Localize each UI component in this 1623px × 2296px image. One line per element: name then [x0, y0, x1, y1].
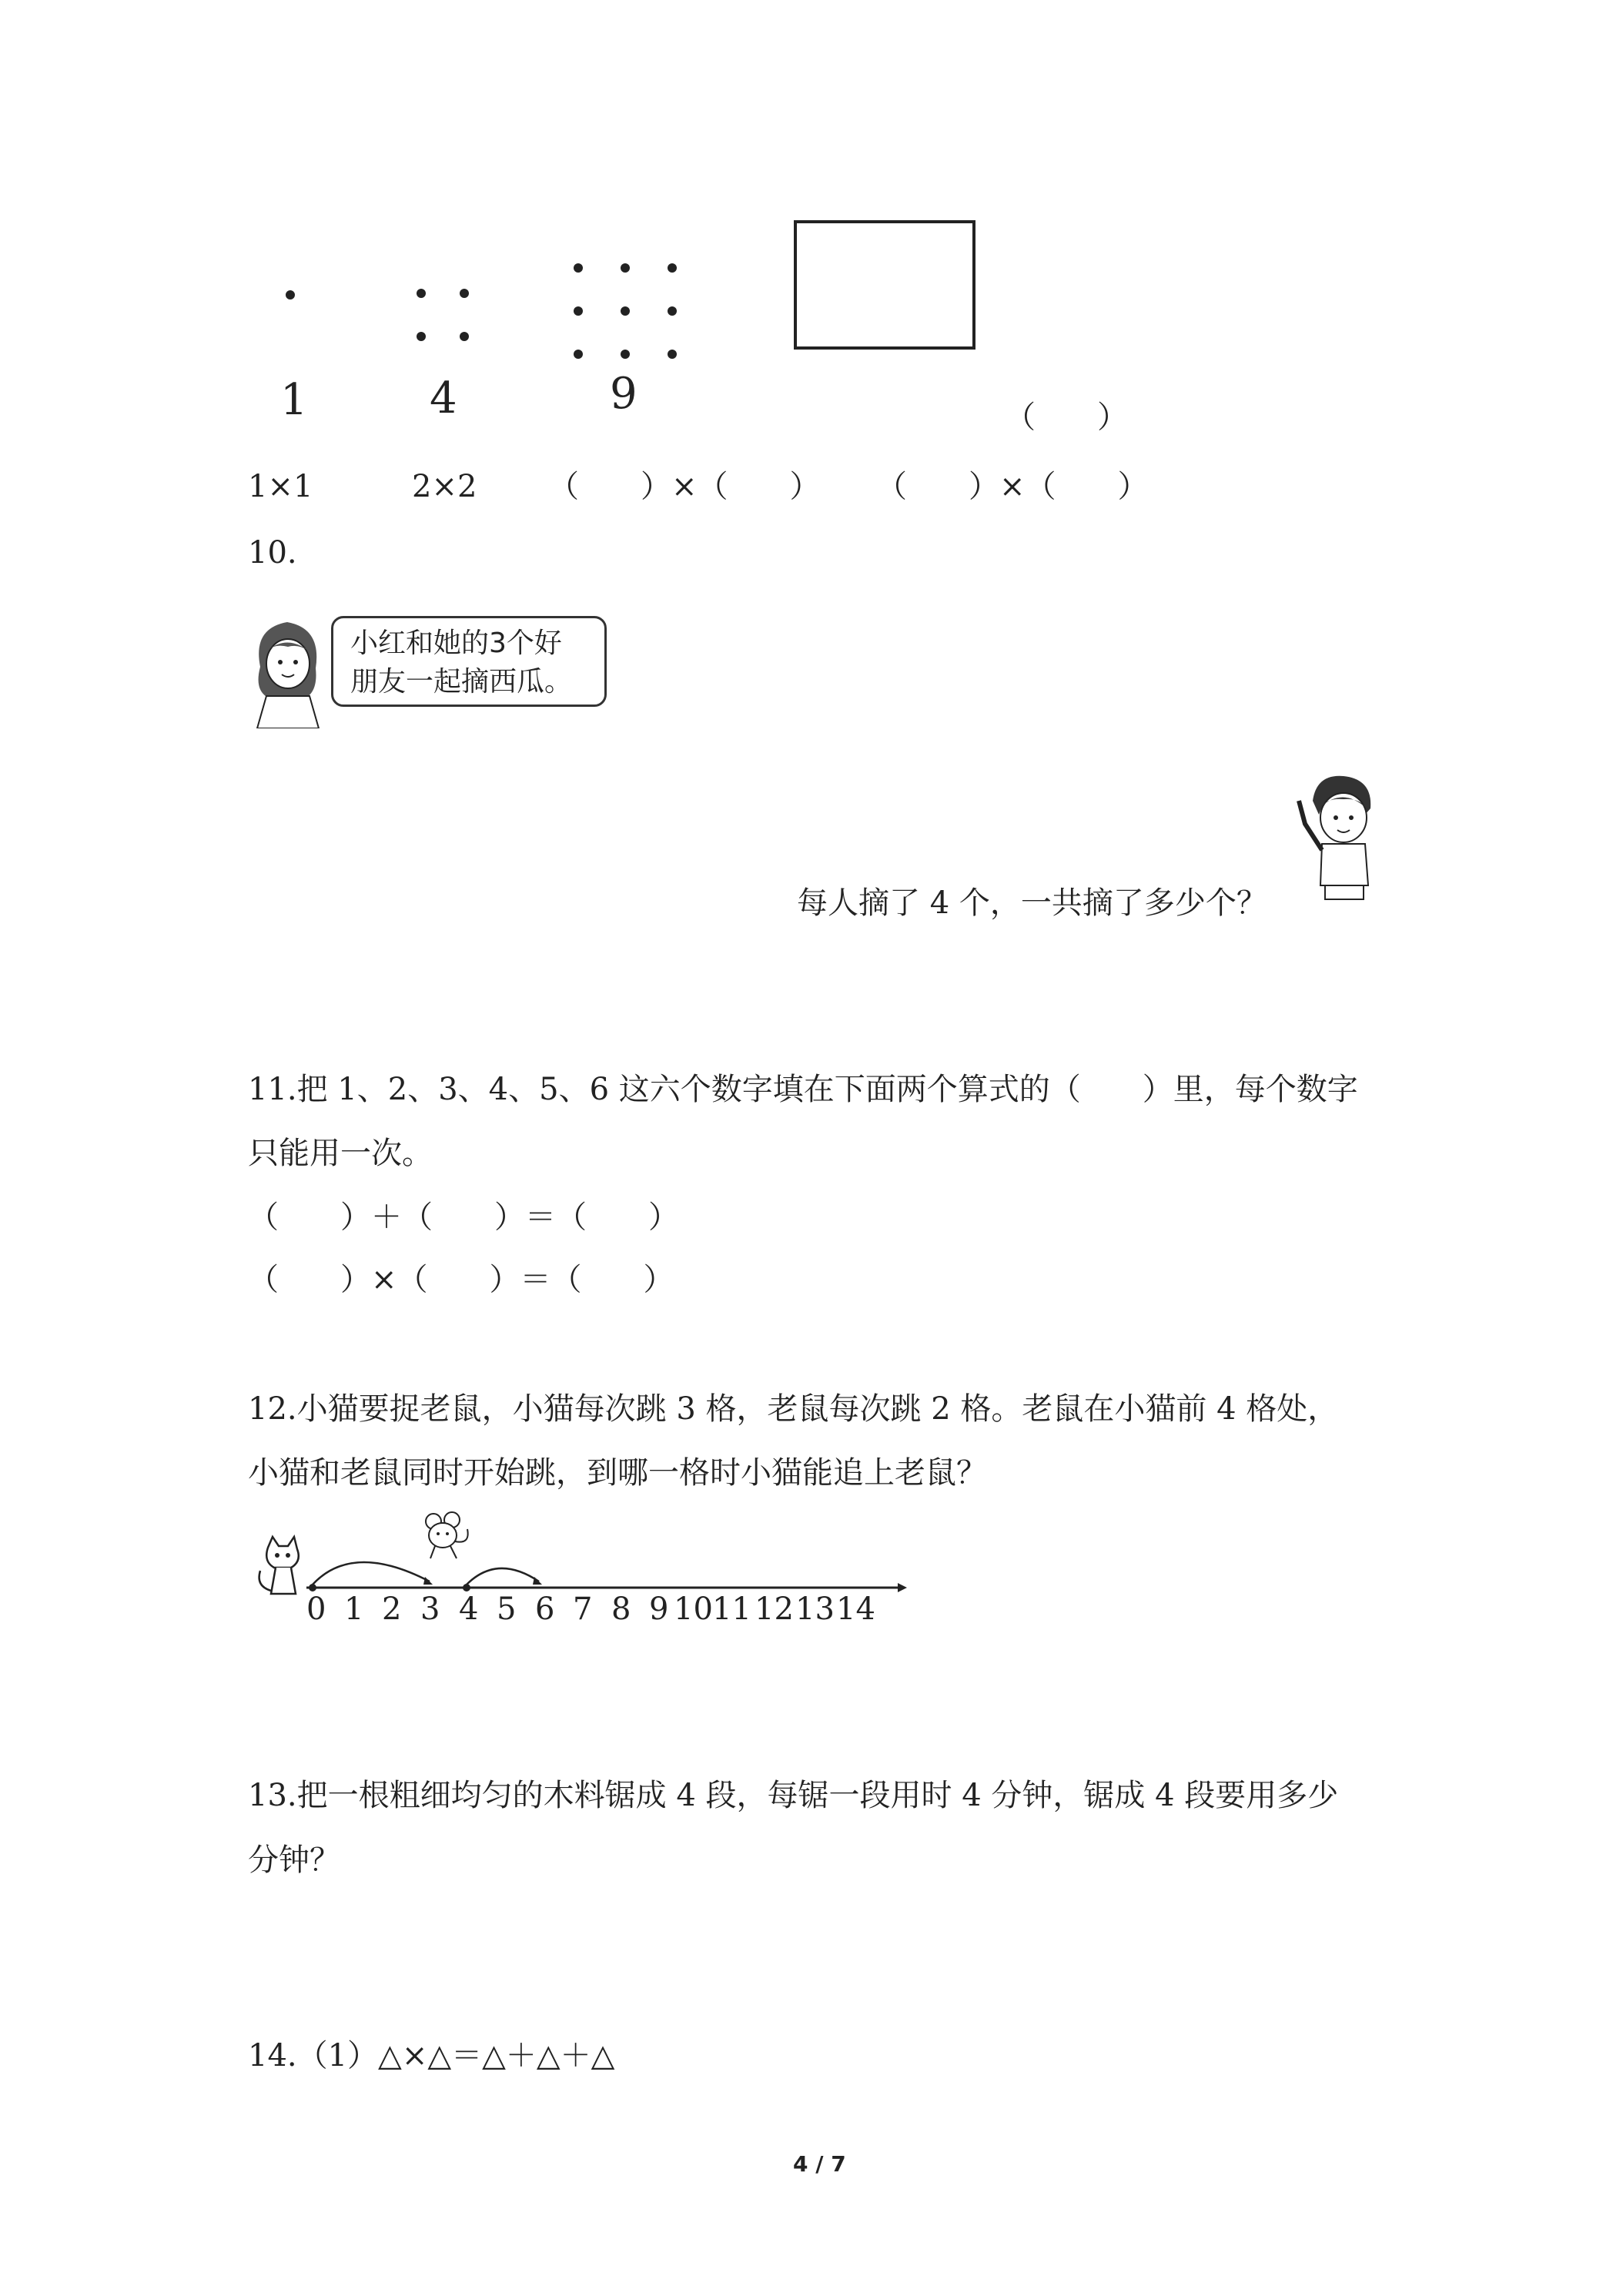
dot — [286, 290, 295, 300]
dot — [621, 306, 630, 316]
q11-line2: 只能用一次。 — [248, 1136, 433, 1171]
dot — [417, 289, 426, 298]
q10-number: 10. — [248, 535, 297, 571]
q12-line2: 小猫和老鼠同时开始跳，到哪一格时小猫能追上老鼠？ — [248, 1455, 987, 1491]
tick-label: 12 — [755, 1591, 794, 1627]
dot — [668, 350, 677, 359]
label-1: 1 — [280, 375, 308, 425]
tick-label: 8 — [611, 1591, 631, 1627]
q11-eq2: （ ）×（ ）＝（ ） — [248, 1262, 674, 1297]
dot — [574, 350, 583, 359]
q11-line1: 11.把 1、2、3、4、5、6 这六个数字填在下面两个算式的（ ）里，每个数字 — [248, 1072, 1358, 1107]
tick-label: 3 — [420, 1591, 440, 1627]
dot — [460, 289, 469, 298]
rect-count-blank: （ ） — [1005, 400, 1128, 435]
tick-label: 4 — [459, 1591, 479, 1627]
tick-label: 1 — [344, 1591, 364, 1627]
dot — [668, 306, 677, 316]
formula-4: （ ）×（ ） — [876, 469, 1149, 504]
dot — [621, 350, 630, 359]
formula-1: 1×1 — [248, 469, 313, 504]
dot — [621, 263, 630, 273]
tick-label: 13 — [795, 1591, 835, 1627]
tick-label: 2 — [382, 1591, 402, 1627]
girl-illustration — [245, 613, 330, 728]
tick-label: 6 — [535, 1591, 555, 1627]
formula-2: 2×2 — [412, 469, 477, 504]
tick-label: 11 — [712, 1591, 751, 1627]
dot — [574, 306, 583, 316]
label-4: 4 — [430, 373, 457, 423]
tick-label: 7 — [573, 1591, 593, 1627]
q11-eq1: （ ）＋（ ）＝（ ） — [248, 1200, 679, 1235]
page-number: 4 / 7 — [793, 2151, 846, 2177]
formula-3: （ ）×（ ） — [548, 469, 821, 504]
q14-line1: 14.（1）△×△＝△＋△＋△ — [248, 2038, 615, 2073]
q13-line1: 13.把一根粗细均匀的木料锯成 4 段，每锯一段用时 4 分钟，锯成 4 段要用多少 — [248, 1778, 1339, 1813]
dot — [668, 263, 677, 273]
q12-line1: 12.小猫要捉老鼠，小猫每次跳 3 格，老鼠每次跳 2 格。老鼠在小猫前 4 格处， — [248, 1391, 1339, 1427]
boy-illustration — [1282, 770, 1390, 901]
label-9: 9 — [610, 369, 637, 419]
dot — [460, 332, 469, 341]
tick-label: 10 — [674, 1591, 713, 1627]
empty-rectangle — [794, 220, 975, 350]
q13-line2: 分钟？ — [248, 1842, 340, 1878]
dot — [574, 263, 583, 273]
q10-question: 每人摘了 4 个，一共摘了多少个？ — [797, 885, 1267, 921]
tick-label: 5 — [497, 1591, 517, 1627]
tick-label: 9 — [649, 1591, 669, 1627]
speech-bubble: 小红和她的3个好 朋友一起摘西瓜。 — [331, 616, 607, 707]
dot — [417, 332, 426, 341]
tick-label: 0 — [306, 1591, 326, 1627]
tick-label: 14 — [836, 1591, 875, 1627]
